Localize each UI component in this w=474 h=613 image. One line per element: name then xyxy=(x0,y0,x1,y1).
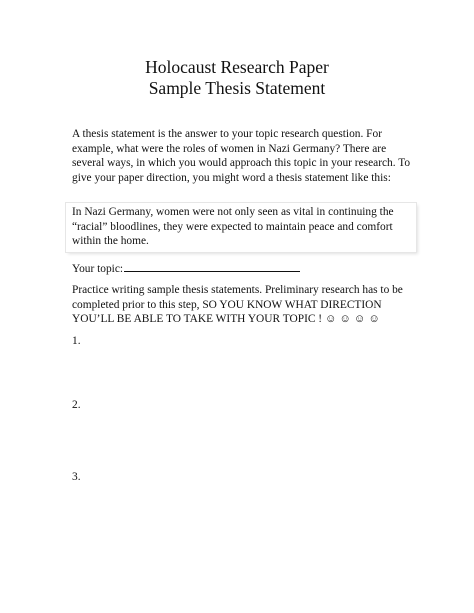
example-line: “racial” bloodlines, they were expected to maintain peace and comfort xyxy=(72,220,393,233)
practice-line: Practice writing sample thesis statements. Preliminary research has to be xyxy=(72,284,403,296)
your-topic-blank-line[interactable] xyxy=(124,261,300,272)
intro-line: example, what were the roles of women in Nazi Germany? There are xyxy=(72,142,387,155)
example-thesis-box xyxy=(66,203,416,252)
your-topic-label: Your topic: xyxy=(72,263,124,275)
your-topic-row xyxy=(72,261,300,277)
intro-paragraph xyxy=(72,127,412,185)
intro-line: give your paper direction, you might word a thesis statement like this: xyxy=(72,171,391,184)
example-line: within the home. xyxy=(72,235,149,247)
item-number-3: 3. xyxy=(72,471,81,483)
page-title-line-2: Sample Thesis Statement xyxy=(148,78,326,98)
intro-line: A thesis statement is the answer to your topic research question. For xyxy=(72,128,383,140)
practice-line: YOU’LL BE ABLE TO TAKE WITH YOUR TOPIC ! ☺ ☺ ☺ ☺ xyxy=(72,313,381,325)
practice-paragraph xyxy=(72,283,412,327)
example-line: In Nazi Germany, women were not only seen as vital in continuing the xyxy=(72,206,394,218)
page-title-line-1: Holocaust Research Paper xyxy=(145,57,329,77)
item-number-1: 1. xyxy=(72,335,81,347)
item-number-2: 2. xyxy=(72,399,81,411)
practice-line: completed prior to this step, SO YOU KNOW WHAT DIRECTION xyxy=(72,298,382,311)
intro-line: several ways, in which you would approach this topic in your research. To xyxy=(72,157,411,169)
